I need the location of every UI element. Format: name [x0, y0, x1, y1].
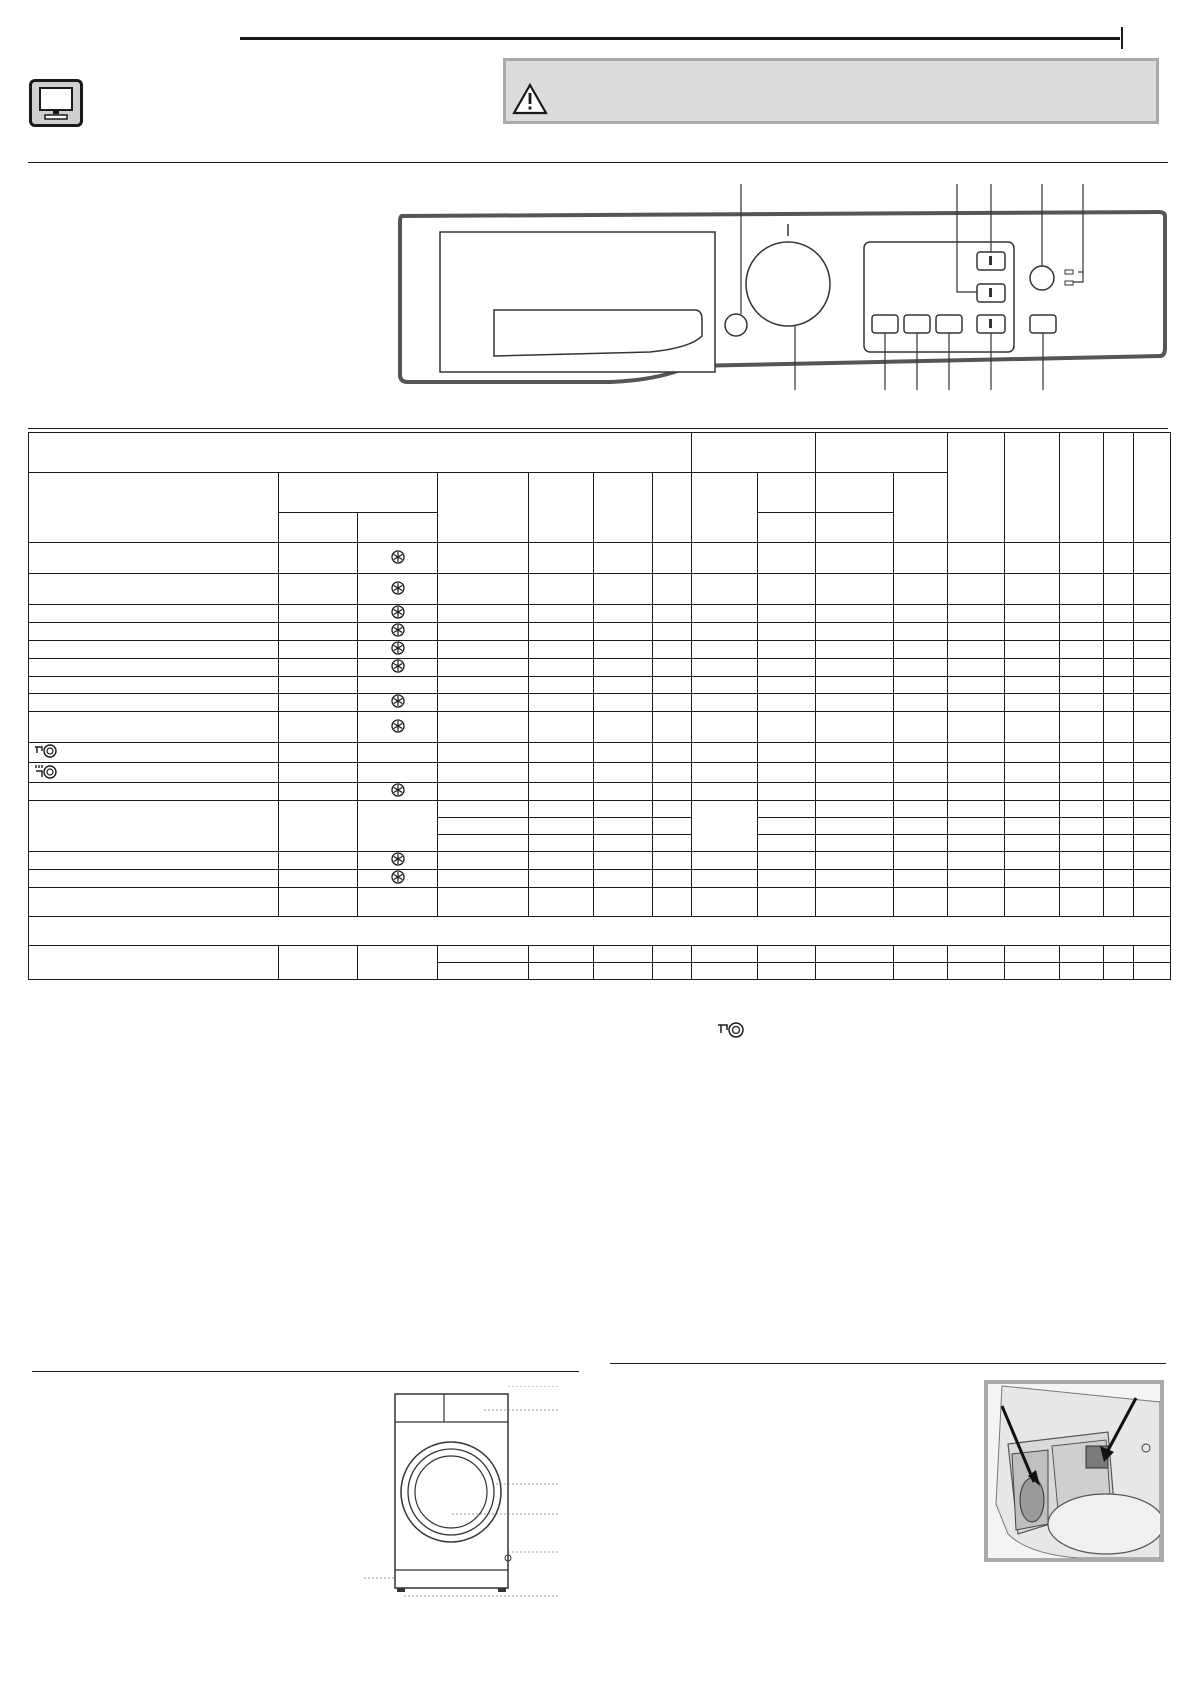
snowflake-icon	[391, 870, 405, 884]
section-rule-right	[610, 1363, 1166, 1364]
warning-triangle-icon	[512, 83, 548, 115]
on-off-button	[725, 314, 747, 336]
detergent-drawer-photo	[984, 1380, 1164, 1562]
snowflake-icon	[391, 641, 405, 655]
table-header-cell	[279, 473, 438, 513]
snowflake-icon	[391, 623, 405, 637]
section-rule-left	[32, 1371, 579, 1372]
top-rule-end-mark	[1121, 27, 1123, 49]
snowflake-icon	[391, 719, 405, 733]
table-row	[29, 641, 1171, 659]
table-row	[29, 623, 1171, 641]
table-row	[29, 694, 1171, 712]
snowflake-icon	[391, 694, 405, 708]
monitor-icon	[29, 79, 83, 127]
table-header-cell	[1104, 433, 1134, 543]
table-header-cell	[29, 473, 279, 543]
rinse-spin-icon	[33, 763, 59, 779]
table-row	[29, 801, 1171, 818]
snowflake-icon	[391, 605, 405, 619]
table-row	[29, 543, 1171, 574]
program-table	[28, 432, 1171, 980]
table-header-cell	[948, 433, 1005, 543]
snowflake-icon	[391, 550, 405, 564]
table-row	[29, 917, 1171, 946]
table-row	[29, 677, 1171, 694]
top-rule	[240, 37, 1120, 40]
section-rule-1	[28, 162, 1168, 163]
table-row	[29, 574, 1171, 605]
table-header-cell	[1060, 433, 1104, 543]
hand-wash-icon	[33, 743, 59, 759]
table-header-cell	[29, 433, 692, 473]
table-row	[29, 852, 1171, 870]
table-row	[29, 888, 1171, 917]
table-row	[29, 712, 1171, 743]
control-panel-diagram	[390, 180, 1170, 390]
table-row	[29, 763, 1171, 783]
warning-box	[503, 58, 1159, 124]
table-header-cell	[1134, 433, 1171, 543]
table-row	[29, 659, 1171, 677]
table-row	[29, 870, 1171, 888]
table-row	[29, 605, 1171, 623]
hand-wash-icon	[716, 1020, 746, 1040]
table-row	[29, 946, 1171, 963]
table-header-cell	[1005, 433, 1060, 543]
snowflake-icon	[391, 581, 405, 595]
table-row	[29, 743, 1171, 763]
washer-diagram	[364, 1386, 564, 1608]
snowflake-icon	[391, 783, 405, 797]
program-dial	[746, 242, 830, 326]
snowflake-icon	[391, 852, 405, 866]
snowflake-icon	[391, 659, 405, 673]
table-header-cell	[692, 433, 816, 473]
table-row	[29, 783, 1171, 801]
table-header-cell	[816, 433, 948, 473]
section-rule-2	[28, 428, 1168, 429]
